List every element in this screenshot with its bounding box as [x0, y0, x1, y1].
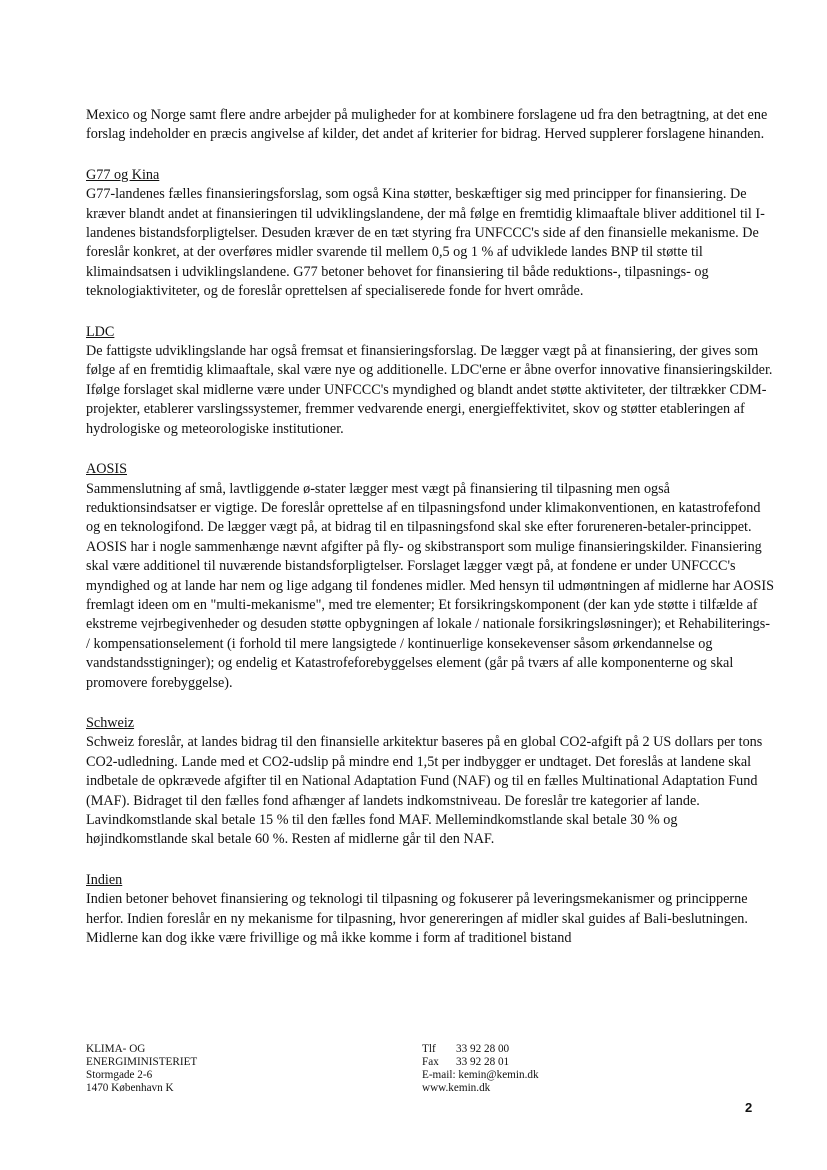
section-heading: G77 og Kina	[86, 166, 160, 183]
fax-label: Fax	[422, 1056, 439, 1068]
intro-paragraph: Mexico og Norge samt flere andre arbejder på muligheder for at kombinere forslagene ud fra den betragtning, at det ene forslag indeholder en præcis angivelse af kilder, det andet af kriterier for bidrag. Herved supplerer forslagene hinanden.	[86, 107, 768, 143]
website-line: www.kemin.dk	[422, 1082, 491, 1094]
phone-number: 33 92 28 00	[456, 1043, 510, 1055]
section-paragraph: De fattigste udviklingslande har også fremsat et finansieringsforslag. De lægger vægt på at finansiering, der gives som følge af en fremtidig klimaaftale, skal være nye og additionelle. LDC'erne er åbne overfor innovative finansieringskilder. Ifølge forslaget skal midlerne være under UNFCCC's myndighed og blandt andet støtte aktiviteter, der tiltrækker CDM-projekter, etablerer varslingssystemer, fremmer vedvarende energi, energieffektivitet, skov og støtter etableringen af hydrologiske og meteorologiske institutioner.	[86, 343, 773, 437]
section-heading: AOSIS	[86, 461, 127, 478]
section-g77-kina	[86, 166, 776, 302]
section-heading: Schweiz	[86, 714, 135, 731]
footer-organization	[86, 1043, 197, 1095]
org-name-line1: KLIMA- OG	[86, 1043, 146, 1055]
section-paragraph: Schweiz foreslår, at landes bidrag til den finansielle arkitektur baseres på en global CO2-afgift på 2 US dollars per tons CO2-udledning. Lande med et CO2-udslip på mindre end 1,5t per indbygger er undtaget. Det foreslås at landene skal indbetale de opkrævede afgifter til en National Adaptation Fund (NAF) og til en fælles Multinational Adaptation Fund (MAF). Bidraget til den fælles fond afhænger af landets indkomstniveau. De foreslår tre kategorier af lande. Lavindkomstlande skal betale 15 % til den fælles fond MAF. Mellemindkomstlande skal betale 30 % og højindkomstlande skal betale 60 %. Resten af midlerne går til den NAF.	[86, 734, 763, 848]
footer-contact	[422, 1043, 539, 1095]
section-aosis	[86, 460, 776, 693]
phone-label: Tlf	[422, 1043, 436, 1055]
page-number: 2	[745, 1100, 753, 1115]
section-indien	[86, 871, 776, 949]
section-paragraph: G77-landenes fælles finansieringsforslag, som også Kina støtter, beskæftiger sig med principper for finansiering. De kræver blandt andet at finansieringen til udviklingslandene, der må følge en fremtidig klimaaftale bliver additionel til I-landenes bistandsforpligtelser. Desuden kræver de en tæt styring fra UNFCCC's side af den finansielle mekanisme. De foreslår konkret, at der overføres midler svarende til mellem 0,5 og 1 % af udviklede landes BNP til støtte til klimaindsatsen i udviklingslandene. G77 betoner behovet for finansiering til både reduktions-, tilpasnings- og teknologiaktiviteter, og de foreslår oprettelsen af specialiserede fonde for hvert område.	[86, 186, 765, 300]
section-heading: LDC	[86, 323, 115, 340]
document-body	[86, 106, 776, 948]
section-schweiz	[86, 714, 776, 850]
fax-number: 33 92 28 01	[456, 1056, 510, 1068]
fax-line	[422, 1056, 539, 1069]
section-paragraph: Indien betoner behovet finansiering og teknologi til tilpasning og fokuserer på leveringsmekanismer og principperne herfor. Indien foreslår en ny mekanisme for tilpasning, hvor genereringen af midler skal guides af Bali-beslutningen. Midlerne kan dog ikke være frivillige og må ikke komme i form af traditionel bistand	[86, 891, 748, 947]
phone-line	[422, 1043, 539, 1056]
address-city: 1470 København K	[86, 1082, 174, 1094]
section-paragraph: Sammenslutning af små, lavtliggende ø-stater lægger mest vægt på finansiering til tilpasning men også reduktionsindsatser er vigtige. De foreslår oprettelse af en tilpasningsfond under klimakonventionen, en katastrofefond og en teknologifond. De lægger vægt på, at bidrag til en tilpasningsfond skal ske efter forureneren-betaler-princippet. AOSIS har i nogle sammenhænge nævnt afgifter på fly- og skibstransport som mulige finansieringskilder. Finansiering skal være additionel til nuværende bistandsforpligtelser. Forslaget lægger vægt på, at fondene er under UNFCCC's myndighed og at lande har nem og lige adgang til fondenes midler. Med hensyn til udmøntningen af midlerne har AOSIS fremlagt ideen om en "multi-mekanisme", med tre elementer; Et forsikringskomponent (der kan yde støtte i tilfælde af ekstreme vejrbegivenheder og desuden støtte opbygningen af lokale / nationale forsikringsløsninger); et Rehabiliterings- / kompensationselement (i forhold til mere langsigtede / kontinuerlige konsekevenser såsom ørkendannelse og vandstandsstigninger); og endelig et Katastrofeforebyggelses element (går på tværs af alle komponenterne og skal promovere forebyggelse).	[86, 480, 774, 691]
section-ldc	[86, 323, 776, 439]
section-heading: Indien	[86, 871, 123, 888]
org-name-line2: ENERGIMINISTERIET	[86, 1056, 198, 1068]
email-line: E-mail: kemin@kemin.dk	[422, 1069, 539, 1081]
address-street: Stormgade 2-6	[86, 1069, 153, 1081]
